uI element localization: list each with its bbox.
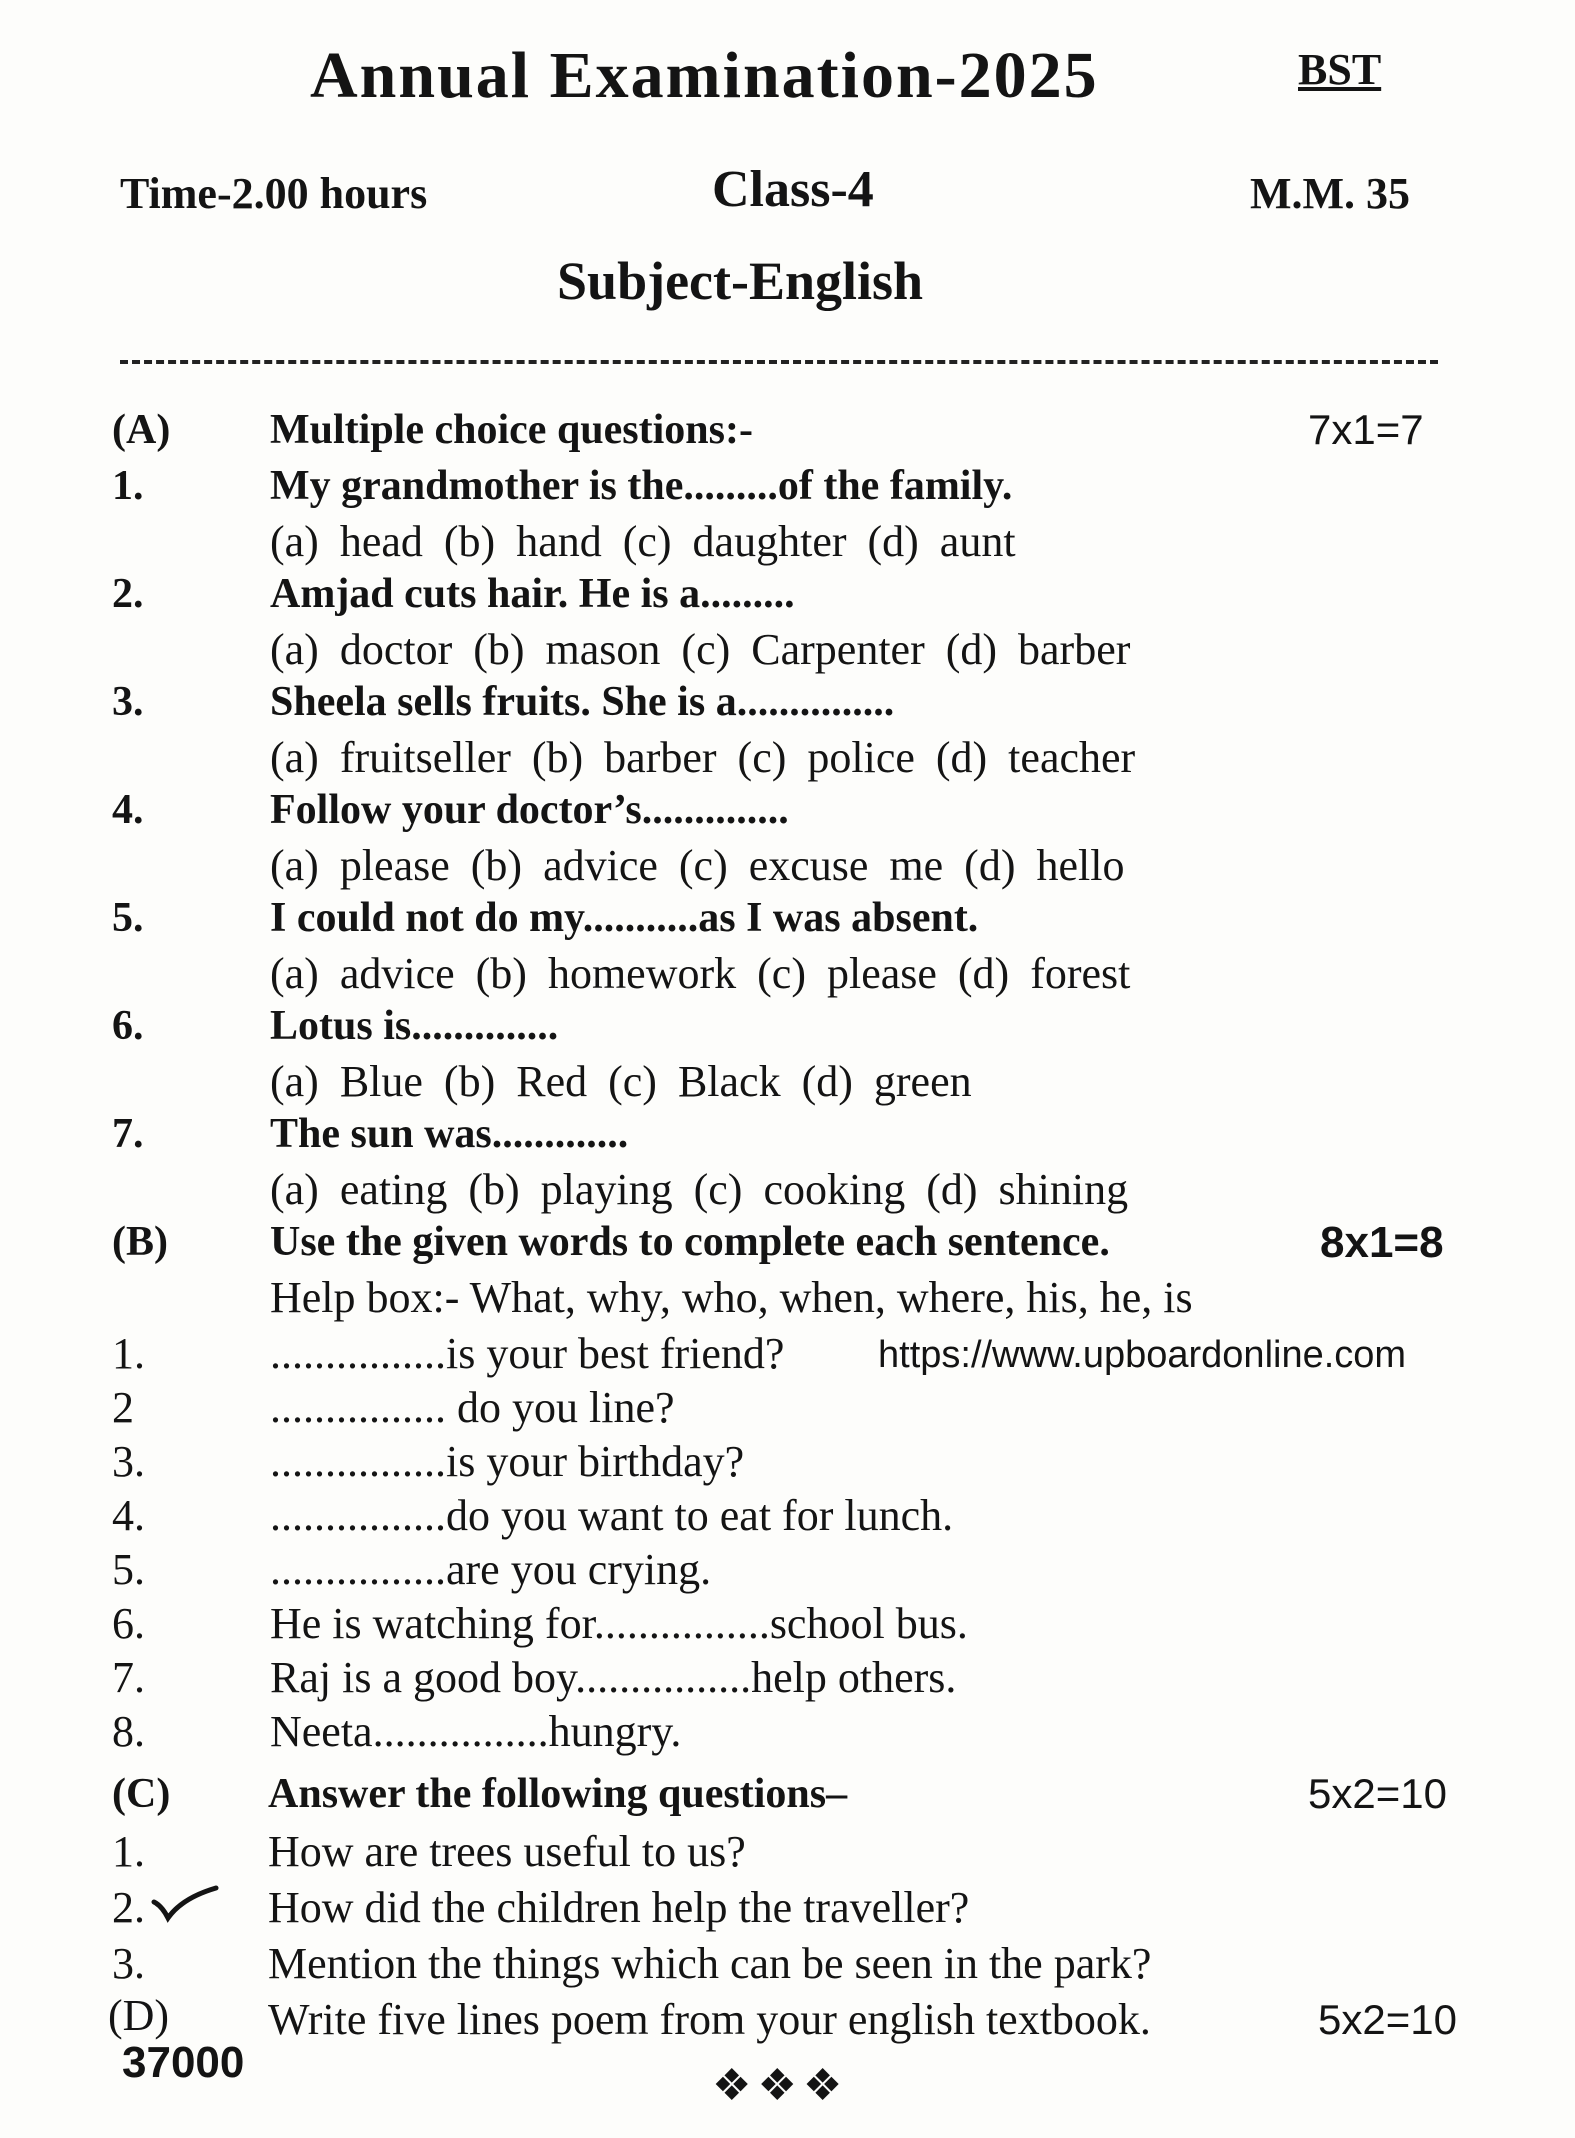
question-number: 4. xyxy=(112,787,144,833)
item-number: 1. xyxy=(112,1329,145,1378)
section-a-heading: Multiple choice questions:- xyxy=(270,407,753,453)
fill-blank-text: ................ do you line? xyxy=(270,1383,675,1432)
question-options: (a) advice (b) homework (c) please (d) forest xyxy=(270,949,1131,998)
item-number: 4. xyxy=(112,1491,145,1540)
time-label: Time-2.00 hours xyxy=(120,169,428,218)
item-number: 2 xyxy=(112,1383,134,1432)
fill-blank-text: ................are you crying. xyxy=(270,1545,712,1594)
paper-tag: BST xyxy=(1298,45,1382,94)
question-text: Amjad cuts hair. He is a......... xyxy=(270,571,795,617)
question-options: (a) Blue (b) Red (c) Black (d) green xyxy=(270,1057,972,1106)
question-options: (a) fruitseller (b) barber (c) police (d) teacher xyxy=(270,733,1136,782)
item-number: 6. xyxy=(112,1599,145,1648)
exam-title: Annual Examination-2025 xyxy=(310,39,1099,112)
section-d-marks: 5x2=10 xyxy=(1318,1996,1457,2043)
max-marks-label: M.M. 35 xyxy=(1250,169,1411,218)
ornament-icon: ❖❖❖ xyxy=(712,2061,849,2110)
section-d-text: Write five lines poem from your english textbook. xyxy=(268,1995,1151,2044)
question-text: How are trees useful to us? xyxy=(268,1827,746,1876)
section-b-heading: Use the given words to complete each sentence. xyxy=(270,1219,1110,1265)
section-a-marks: 7x1=7 xyxy=(1308,406,1424,453)
section-d-label: (D) xyxy=(108,1991,170,2040)
question-text: Mention the things which can be seen in the park? xyxy=(268,1939,1152,1988)
fill-blank-text: Raj is a good boy................help others. xyxy=(270,1653,957,1702)
section-b-label: (B) xyxy=(112,1219,168,1265)
fill-blank-text: ................is your best friend? xyxy=(270,1329,785,1378)
question-number: 5. xyxy=(112,895,144,941)
item-number: 1. xyxy=(112,1827,145,1876)
section-c-label: (C) xyxy=(112,1771,171,1817)
question-number: 6. xyxy=(112,1003,144,1049)
question-text: How did the children help the traveller? xyxy=(268,1883,970,1932)
question-options: (a) please (b) advice (c) excuse me (d) hello xyxy=(270,841,1125,890)
item-number: 2. xyxy=(112,1883,145,1932)
question-options: (a) doctor (b) mason (c) Carpenter (d) barber xyxy=(270,625,1131,674)
question-number: 2. xyxy=(112,571,144,617)
section-b-marks: 8x1=8 xyxy=(1320,1218,1444,1267)
question-text: My grandmother is the.........of the family. xyxy=(270,463,1013,509)
question-number: 7. xyxy=(112,1111,144,1157)
question-options: (a) head (b) hand (c) daughter (d) aunt xyxy=(270,517,1016,566)
question-text: The sun was............. xyxy=(270,1111,629,1157)
question-number: 1. xyxy=(112,463,144,509)
question-text: Follow your doctor’s.............. xyxy=(270,787,789,833)
item-number: 7. xyxy=(112,1653,145,1702)
question-options: (a) eating (b) playing (c) cooking (d) shining xyxy=(270,1165,1129,1214)
item-number: 5. xyxy=(112,1545,145,1594)
question-number: 3. xyxy=(112,679,144,725)
fill-blank-text: He is watching for................school bus. xyxy=(270,1599,968,1648)
check-mark-icon xyxy=(150,1884,220,1924)
paper-code: 37000 xyxy=(122,2038,245,2087)
subject-label: Subject-English xyxy=(557,251,924,311)
help-box: Help box:- What, why, who, when, where, his, he, is xyxy=(270,1273,1193,1322)
item-number: 3. xyxy=(112,1939,145,1988)
section-c-marks: 5x2=10 xyxy=(1308,1770,1447,1817)
question-text: Lotus is.............. xyxy=(270,1003,559,1049)
section-c-heading: Answer the following questions– xyxy=(268,1771,848,1817)
fill-blank-text: Neeta................hungry. xyxy=(270,1707,682,1756)
watermark-url: https://www.upboardonline.com xyxy=(878,1334,1407,1376)
section-a-label: (A) xyxy=(112,407,171,453)
class-label: Class-4 xyxy=(712,161,874,218)
question-text: Sheela sells fruits. She is a............... xyxy=(270,679,895,725)
item-number: 3. xyxy=(112,1437,145,1486)
fill-blank-text: ................is your birthday? xyxy=(270,1437,745,1486)
divider xyxy=(120,360,1438,364)
question-text: I could not do my...........as I was absent. xyxy=(270,895,979,941)
item-number: 8. xyxy=(112,1707,145,1756)
fill-blank-text: ................do you want to eat for lunch. xyxy=(270,1491,954,1540)
